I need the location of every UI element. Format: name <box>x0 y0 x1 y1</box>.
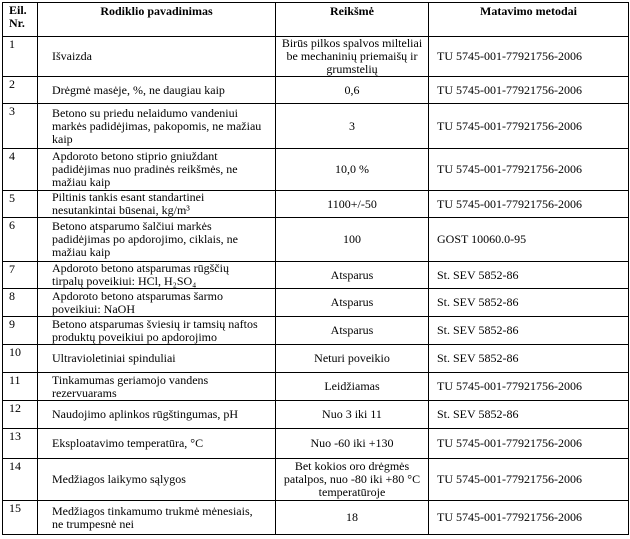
indicator-value: Atsparus <box>276 262 429 289</box>
measurement-method: St. SEV 5852-86 <box>429 317 629 345</box>
measurement-method: TU 5745-001-77921756-2006 <box>429 429 629 459</box>
table-row <box>3 218 629 262</box>
indicator-name: Išvaizda <box>38 37 276 77</box>
row-number: 9 <box>3 317 38 345</box>
indicator-name: Tinkamumas geriamojo vandens rezervuarams <box>38 373 276 401</box>
indicator-value: Atsparus <box>276 317 429 345</box>
indicator-name: Medžiagos laikymo sąlygos <box>38 459 276 501</box>
indicator-value: 100 <box>276 218 429 262</box>
indicator-name: Apdoroto betono stiprio gniuždant padidėjimas nuo pradinės reikšmės, ne mažiau kaip <box>38 149 276 191</box>
indicator-value: 10,0 % <box>276 149 429 191</box>
row-number: 4 <box>3 149 38 191</box>
header-measurement-method: Matavimo metodai <box>429 3 629 37</box>
measurement-method: TU 5745-001-77921756-2006 <box>429 77 629 104</box>
indicator-name: Naudojimo aplinkos rūgštingumas, pH <box>38 401 276 429</box>
indicator-value: Atsparus <box>276 289 429 317</box>
indicator-name: Betono atsparumo šalčiui markės padidėjimas po apdorojimo, ciklais, ne mažiau kaip <box>38 218 276 262</box>
table-row <box>3 77 629 104</box>
header-row-number: Eil. Nr. <box>3 3 38 37</box>
table-row <box>3 37 629 77</box>
indicator-value: Neturi poveikio <box>276 345 429 373</box>
row-number: 14 <box>3 459 38 501</box>
table-row <box>3 501 629 535</box>
row-number: 15 <box>3 501 38 535</box>
indicator-value: 0,6 <box>276 77 429 104</box>
table-row <box>3 262 629 289</box>
row-number: 2 <box>3 77 38 104</box>
measurement-method: TU 5745-001-77921756-2006 <box>429 149 629 191</box>
measurement-method: TU 5745-001-77921756-2006 <box>429 501 629 535</box>
indicator-value: 1100+/-50 <box>276 191 429 218</box>
header-indicator-value: Reikšmė <box>276 3 429 37</box>
table-row <box>3 149 629 191</box>
indicator-value: Nuo -60 iki +130 <box>276 429 429 459</box>
indicator-value: Nuo 3 iki 11 <box>276 401 429 429</box>
indicator-name: Piltinis tankis esant standartinei nesutankintai būsenai, kg/m³ <box>38 191 276 218</box>
measurement-method: St. SEV 5852-86 <box>429 401 629 429</box>
indicator-name: Apdoroto betono atsparumas šarmo poveikiui: NaOH <box>38 289 276 317</box>
row-number: 13 <box>3 429 38 459</box>
row-number: 11 <box>3 373 38 401</box>
indicator-name: Betono su priedu nelaidumo vandeniui markės padidėjimas, pakopomis, ne mažiau kaip <box>38 104 276 149</box>
properties-table <box>2 2 629 535</box>
indicator-name: Drėgmė masėje, %, ne daugiau kaip <box>38 77 276 104</box>
row-number: 1 <box>3 37 38 77</box>
header-indicator-name: Rodiklio pavadinimas <box>38 3 276 37</box>
indicator-name: Betono atsparumas šviesių ir tamsių naftos produktų poveikiui po apdorojimo <box>38 317 276 345</box>
indicator-name: Eksploatavimo temperatūra, °C <box>38 429 276 459</box>
table-row <box>3 373 629 401</box>
header-row <box>3 3 629 37</box>
row-number: 7 <box>3 262 38 289</box>
indicator-value: 3 <box>276 104 429 149</box>
indicator-name: Medžiagos tinkamumo trukmė mėnesiais, ne trumpesnė nei <box>38 501 276 535</box>
indicator-value: Birūs pilkos spalvos milteliai be mechaninių priemaišų ir grumstelių <box>276 37 429 77</box>
table-row <box>3 459 629 501</box>
row-number: 8 <box>3 289 38 317</box>
table-row <box>3 191 629 218</box>
measurement-method: St. SEV 5852-86 <box>429 345 629 373</box>
indicator-name: Ultravioletiniai spinduliai <box>38 345 276 373</box>
indicator-value: 18 <box>276 501 429 535</box>
measurement-method: TU 5745-001-77921756-2006 <box>429 459 629 501</box>
row-number: 6 <box>3 218 38 262</box>
measurement-method: TU 5745-001-77921756-2006 <box>429 373 629 401</box>
table-row <box>3 317 629 345</box>
table-row <box>3 429 629 459</box>
measurement-method: TU 5745-001-77921756-2006 <box>429 104 629 149</box>
row-number: 3 <box>3 104 38 149</box>
table-row <box>3 104 629 149</box>
row-number: 5 <box>3 191 38 218</box>
row-number: 10 <box>3 345 38 373</box>
table-row <box>3 401 629 429</box>
row-number: 12 <box>3 401 38 429</box>
indicator-value: Bet kokios oro drėgmės patalpos, nuo -80 iki +80 °C temperatūroje <box>276 459 429 501</box>
table-row <box>3 289 629 317</box>
measurement-method: TU 5745-001-77921756-2006 <box>429 191 629 218</box>
measurement-method: St. SEV 5852-86 <box>429 262 629 289</box>
indicator-name: Apdoroto betono atsparumas rūgščių tirpalų poveikiui: HCl, H₂SO₄ <box>38 262 276 289</box>
indicator-value: Leidžiamas <box>276 373 429 401</box>
measurement-method: TU 5745-001-77921756-2006 <box>429 37 629 77</box>
table-row <box>3 345 629 373</box>
measurement-method: St. SEV 5852-86 <box>429 289 629 317</box>
measurement-method: GOST 10060.0-95 <box>429 218 629 262</box>
